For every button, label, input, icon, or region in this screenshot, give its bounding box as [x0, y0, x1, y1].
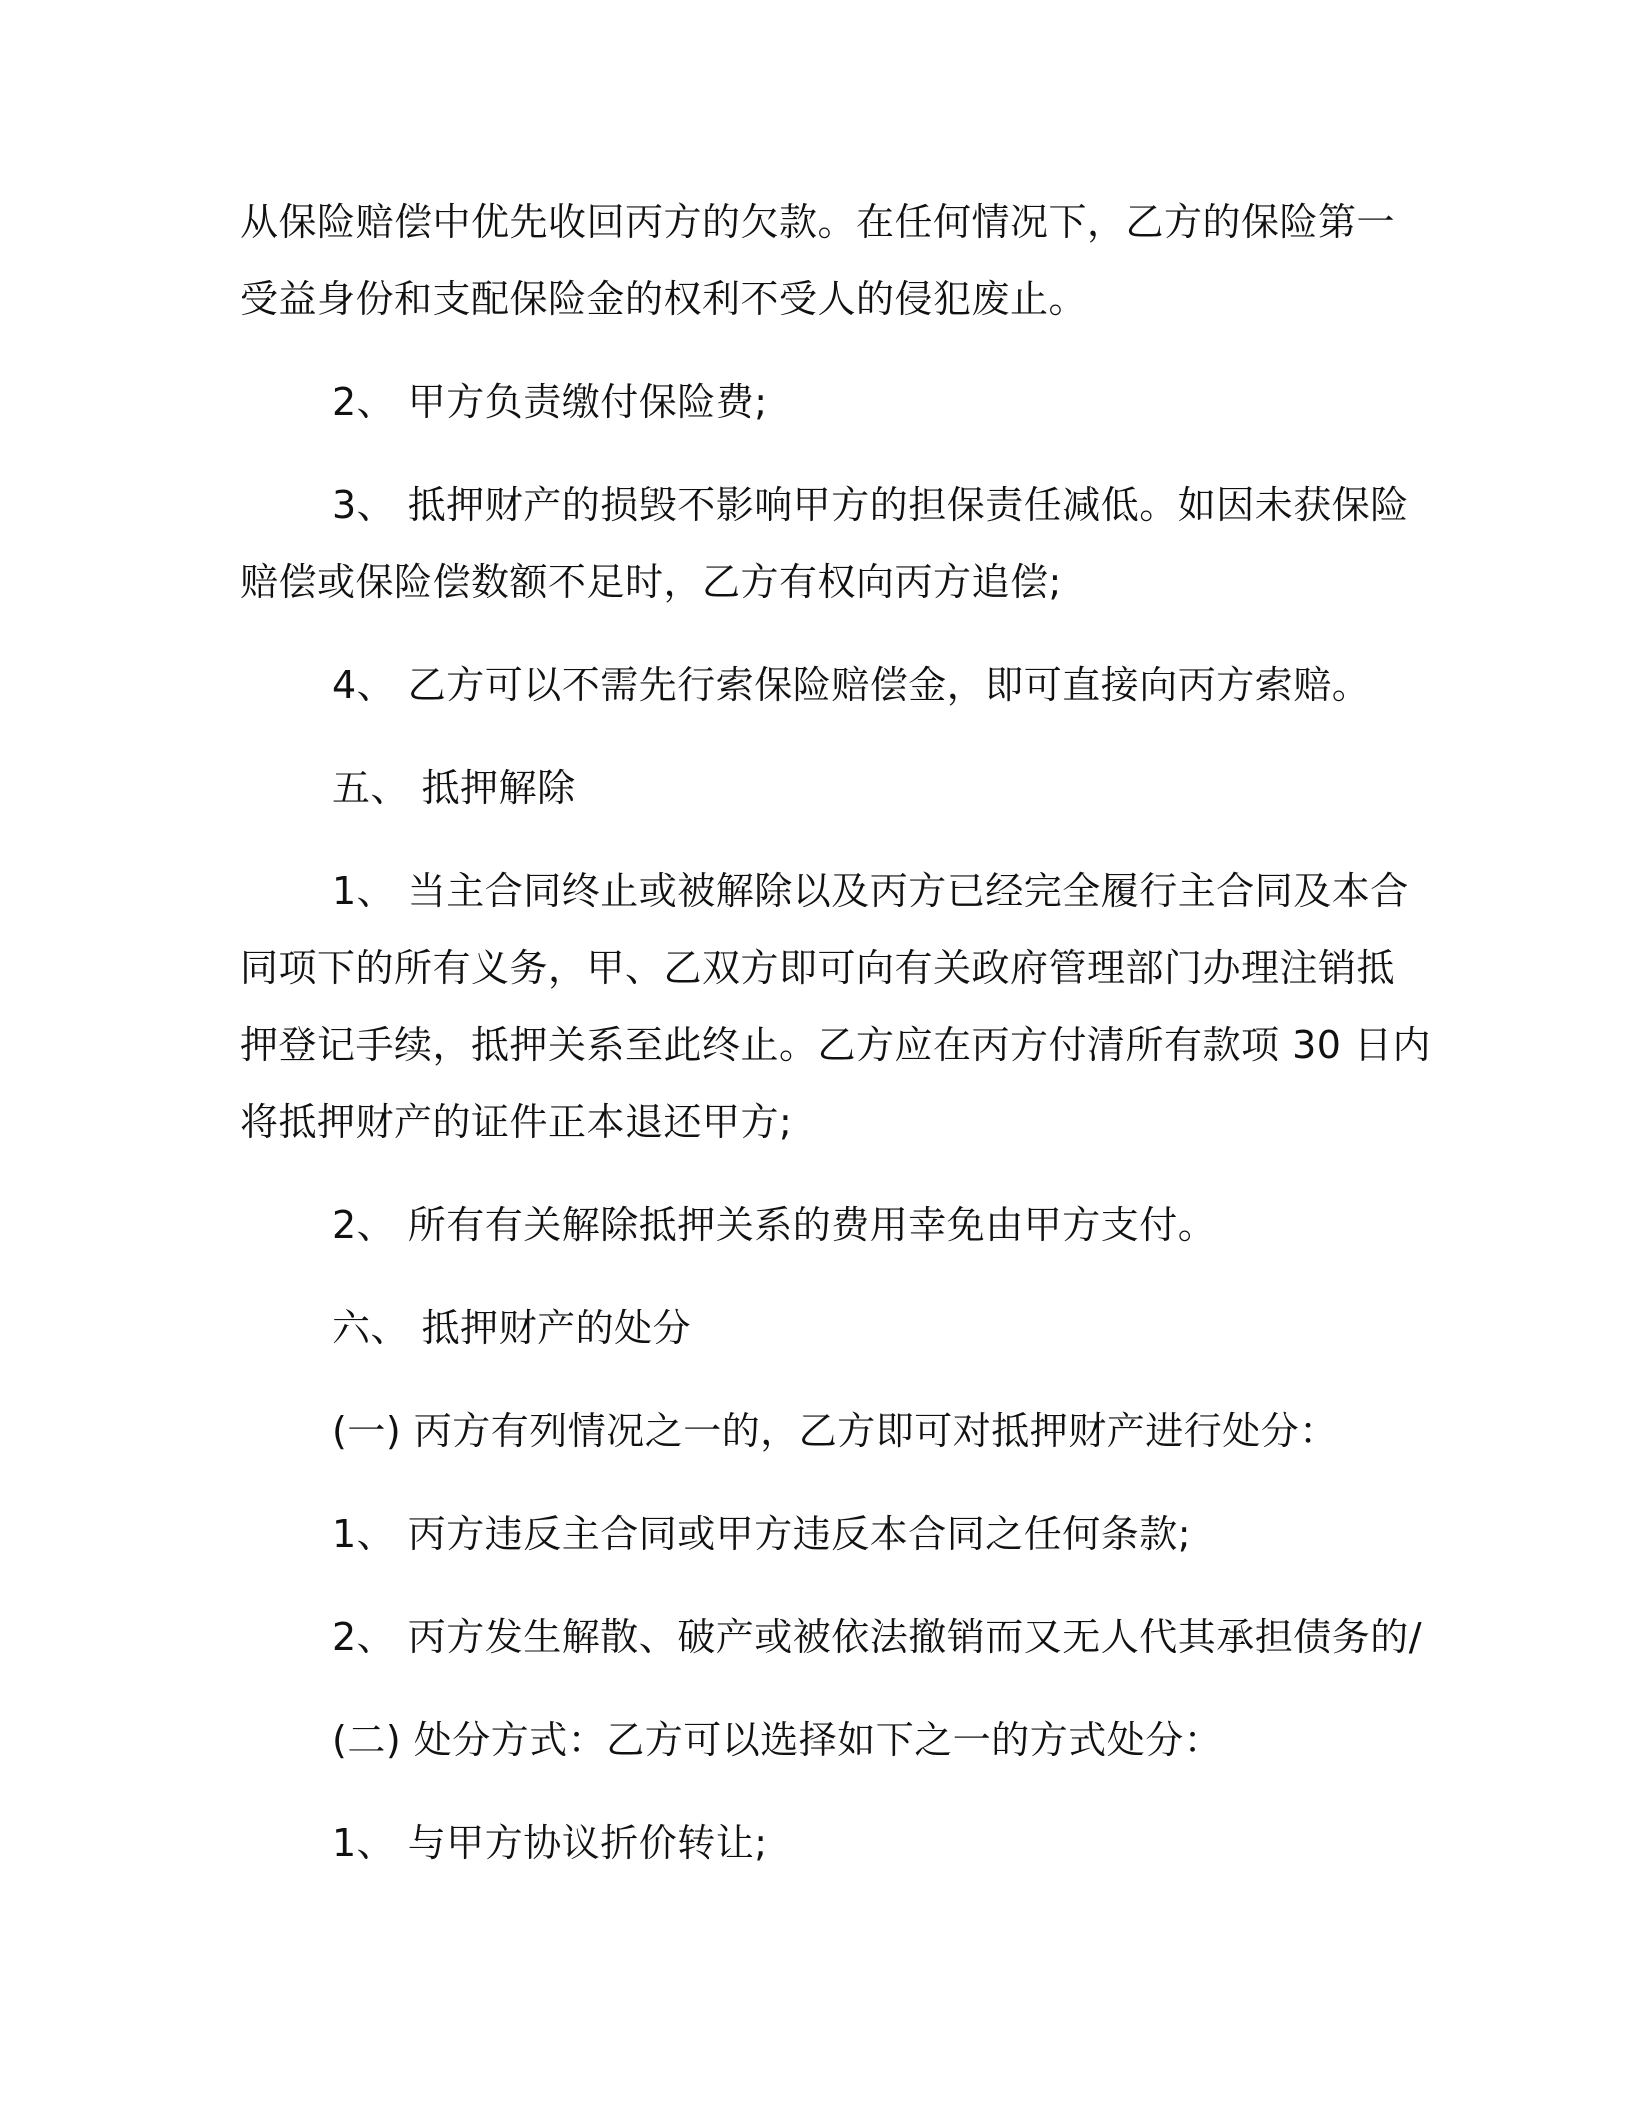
paragraph-condition-2: [240, 1599, 1423, 1676]
paragraph-item-2-premium: [240, 364, 1380, 441]
paragraph-disposal-conditions: [240, 1393, 1380, 1470]
text-line: (二) 处分方式：乙方可以选择如下之一的方式处分：: [332, 1718, 1223, 1762]
text-line: (一) 丙方有列情况之一的，乙方即可对抵押财产进行处分：: [332, 1409, 1338, 1453]
text-line: 赔偿或保险偿数额不足时，乙方有权向丙方追偿;: [240, 560, 1062, 604]
text-line: 受益身份和支配保险金的权利不受人的侵犯废止。: [240, 277, 1088, 321]
paragraph-insurance-priority: [240, 184, 1396, 338]
section-heading-6-disposal: [240, 1290, 1380, 1367]
text-line: 1、 当主合同终止或被解除以及丙方已经完全履行主合同及本合: [332, 869, 1409, 913]
paragraph-method-1: [240, 1805, 1380, 1882]
text-line: 同项下的所有义务，甲、乙双方即可向有关政府管理部门办理注销抵: [240, 946, 1396, 990]
text-line: 2、 所有有关解除抵押关系的费用幸免由甲方支付。: [332, 1203, 1217, 1247]
paragraph-release-item-2: [240, 1187, 1380, 1264]
text-line: 五、 抵押解除: [332, 766, 576, 810]
text-line: 1、 丙方违反主合同或甲方违反本合同之任何条款;: [332, 1512, 1192, 1556]
section-heading-5-release: [240, 750, 1380, 827]
text-line: 1、 与甲方协议折价转让;: [332, 1821, 768, 1865]
paragraph-release-item-1: [240, 853, 1432, 1161]
text-line: 将抵押财产的证件正本退还甲方;: [240, 1100, 793, 1144]
text-line: 从保险赔偿中优先收回丙方的欠款。在任何情况下，乙方的保险第一: [240, 200, 1396, 244]
paragraph-condition-1: [240, 1496, 1380, 1573]
text-line: 六、 抵押财产的处分: [332, 1306, 692, 1350]
text-line: 2、 丙方发生解散、破产或被依法撤销而又无人代其承担债务的/: [332, 1615, 1423, 1659]
paragraph-disposal-methods: [240, 1702, 1380, 1779]
text-line: 2、 甲方负责缴付保险费;: [332, 380, 768, 424]
text-line: 押登记手续，抵押关系至此终止。乙方应在丙方付清所有款项 30 日内: [240, 1023, 1432, 1067]
paragraph-item-4-claim: [240, 647, 1380, 724]
paragraph-item-3-damage: [240, 467, 1409, 621]
text-line: 4、 乙方可以不需先行索保险赔偿金，即可直接向丙方索赔。: [332, 663, 1371, 707]
text-line: 3、 抵押财产的损毁不影响甲方的担保责任减低。如因未获保险: [332, 483, 1409, 527]
document-body: [240, 184, 1432, 1908]
